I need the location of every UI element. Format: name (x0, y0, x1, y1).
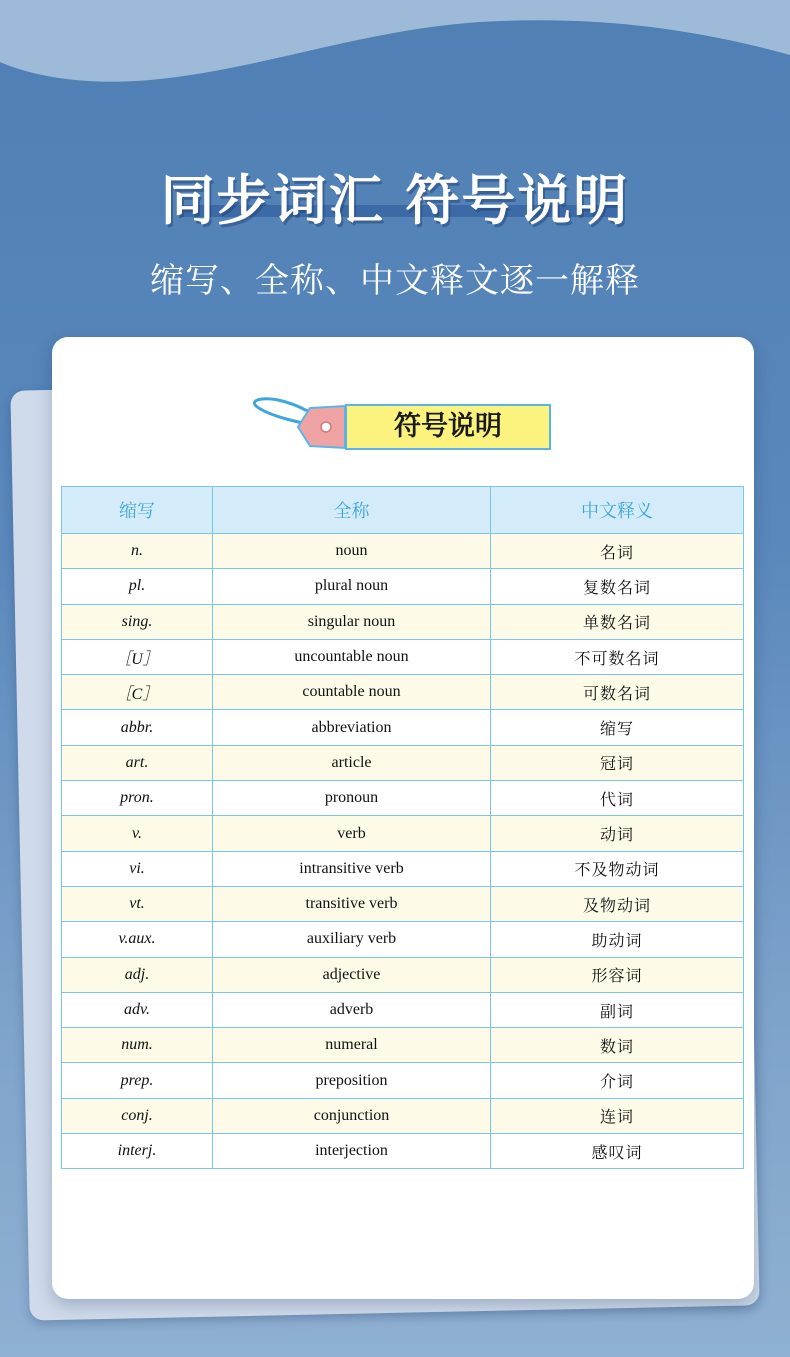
table-row (62, 957, 744, 992)
full-name-cell: adverb (213, 992, 491, 1027)
page-title: 同步词汇 符号说明 (160, 169, 630, 232)
abbr-cell: v.aux. (62, 922, 213, 957)
abbr-cell: pron. (62, 781, 213, 816)
full-name-cell: transitive verb (213, 886, 491, 921)
abbr-cell: interj. (62, 1134, 213, 1169)
zh-cell: 冠词 (491, 745, 744, 780)
table-row (62, 639, 744, 674)
abbr-cell: adv. (62, 992, 213, 1027)
table-row (62, 886, 744, 921)
abbr-cell: adj. (62, 957, 213, 992)
table-row (62, 1063, 744, 1098)
full-name-cell: article (213, 745, 491, 780)
table-row (62, 781, 744, 816)
zh-cell: 介词 (491, 1063, 744, 1098)
zh-cell: 形容词 (491, 957, 744, 992)
table-row (62, 1134, 744, 1169)
abbr-cell: ［U］ (62, 639, 213, 674)
zh-cell: 不及物动词 (491, 851, 744, 886)
abbr-cell: art. (62, 745, 213, 780)
table-row (62, 745, 744, 780)
full-name-cell: auxiliary verb (213, 922, 491, 957)
full-name-cell: countable noun (213, 675, 491, 710)
zh-cell: 可数名词 (491, 675, 744, 710)
full-name-cell: noun (213, 534, 491, 569)
top-wave-decoration (0, 0, 790, 110)
zh-cell: 名词 (491, 534, 744, 569)
column-header-abbr: 缩写 (62, 487, 213, 534)
table-row (62, 569, 744, 604)
column-header-full: 全称 (213, 487, 491, 534)
full-name-cell: interjection (213, 1134, 491, 1169)
abbr-cell: sing. (62, 604, 213, 639)
abbr-cell: pl. (62, 569, 213, 604)
table-row (62, 1098, 744, 1133)
table-row (62, 534, 744, 569)
full-name-cell: adjective (213, 957, 491, 992)
table-body (62, 534, 744, 1169)
zh-cell: 及物动词 (491, 886, 744, 921)
zh-cell: 副词 (491, 992, 744, 1027)
abbr-cell: ［C］ (62, 675, 213, 710)
full-name-cell: pronoun (213, 781, 491, 816)
page-subtitle: 缩写、全称、中文释文逐一解释 (150, 261, 640, 301)
abbr-cell: prep. (62, 1063, 213, 1098)
table-row (62, 816, 744, 851)
full-name-cell: singular noun (213, 604, 491, 639)
abbr-cell: vi. (62, 851, 213, 886)
zh-cell: 缩写 (491, 710, 744, 745)
zh-cell: 单数名词 (491, 604, 744, 639)
zh-cell: 不可数名词 (491, 639, 744, 674)
table-header-row (62, 487, 744, 534)
full-name-cell: conjunction (213, 1098, 491, 1133)
full-name-cell: plural noun (213, 569, 491, 604)
tag-string-icon (248, 394, 358, 454)
full-name-cell: intransitive verb (213, 851, 491, 886)
table-row (62, 922, 744, 957)
zh-cell: 助动词 (491, 922, 744, 957)
zh-cell: 动词 (491, 816, 744, 851)
full-name-cell: abbreviation (213, 710, 491, 745)
zh-cell: 复数名词 (491, 569, 744, 604)
table-row (62, 851, 744, 886)
abbr-cell: vt. (62, 886, 213, 921)
full-name-cell: verb (213, 816, 491, 851)
full-name-cell: preposition (213, 1063, 491, 1098)
full-name-cell: numeral (213, 1028, 491, 1063)
abbr-cell: num. (62, 1028, 213, 1063)
abbr-cell: conj. (62, 1098, 213, 1133)
section-tag-label: 符号说明 (345, 404, 551, 450)
full-name-cell: uncountable noun (213, 639, 491, 674)
abbr-cell: abbr. (62, 710, 213, 745)
zh-cell: 数词 (491, 1028, 744, 1063)
table-row (62, 992, 744, 1027)
symbol-table (61, 486, 744, 1169)
zh-cell: 代词 (491, 781, 744, 816)
table-row (62, 1028, 744, 1063)
zh-cell: 感叹词 (491, 1134, 744, 1169)
zh-cell: 连词 (491, 1098, 744, 1133)
table-row (62, 710, 744, 745)
column-header-zh: 中文释义 (491, 487, 744, 534)
abbr-cell: v. (62, 816, 213, 851)
table-row (62, 604, 744, 639)
table-row (62, 675, 744, 710)
abbr-cell: n. (62, 534, 213, 569)
